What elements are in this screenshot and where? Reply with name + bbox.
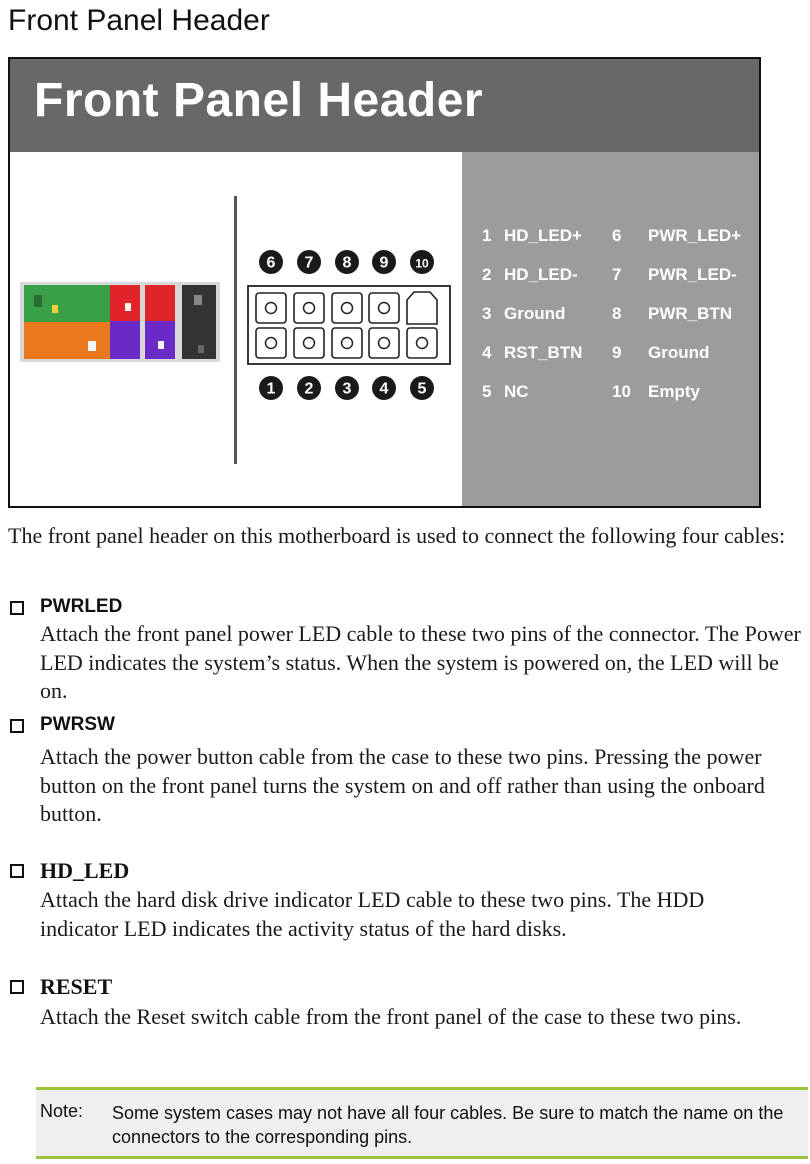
pin-hole — [266, 303, 277, 314]
pin-number: 10 — [612, 382, 631, 401]
pin-hole — [417, 338, 428, 349]
front-panel-figure — [8, 57, 761, 508]
pin-number: 4 — [482, 343, 492, 362]
section-text-pwrled: Attach the front panel power LED cable to these two pins of the connector. The Power LED indicates the system’s status. When the system is powered on, the LED will be on. — [40, 621, 801, 703]
pin-definition-table — [462, 152, 759, 506]
section-title-reset: RESET — [40, 974, 113, 999]
figure-divider — [234, 196, 237, 464]
section-title-hd-led: HD_LED — [40, 858, 130, 883]
pin-name: Empty — [648, 382, 700, 401]
pin-number: 8 — [612, 304, 622, 323]
pin-hole — [304, 338, 315, 349]
pin-hole — [379, 338, 390, 349]
pin-hole — [266, 338, 277, 349]
pin-number: 2 — [482, 265, 492, 284]
pin-hole — [342, 338, 353, 349]
pin-number-badge-label: 10 — [415, 256, 429, 271]
pin-name: HD_LED+ — [504, 226, 582, 245]
checkbox-bullet-icon — [10, 601, 24, 615]
pin-number-badge-label: 2 — [304, 380, 314, 398]
pin-hole — [379, 303, 390, 314]
pin-hole — [342, 303, 353, 314]
pin-number-badge-label: 6 — [266, 254, 276, 272]
page-title: Front Panel Header — [8, 4, 270, 37]
pin-name: PWR_BTN — [648, 304, 733, 323]
figure-header-title: Front Panel Header — [34, 74, 484, 127]
checkbox-bullet-icon — [10, 980, 24, 994]
pin-hole — [304, 303, 315, 314]
section-text-hd-led: Attach the hard disk drive indicator LED cable to these two pins. The HDD indicator LED indicates the activity status of the hard disks. — [40, 887, 705, 941]
checkbox-bullet-icon — [10, 864, 24, 878]
note-box — [36, 1087, 808, 1159]
pin-name: HD_LED- — [504, 265, 578, 284]
pin-name: RST_BTN — [504, 343, 583, 362]
note-text: Some system cases may not have all four cables. Be sure to match the name on the connectors to the corresponding pins. — [112, 1103, 784, 1147]
pin-name: Ground — [648, 343, 710, 362]
section-title-pwrled: PWRLED — [40, 596, 123, 617]
pin-number-badge-label: 9 — [379, 254, 389, 272]
pin-slot-empty — [407, 292, 437, 324]
note-label: Note: — [40, 1101, 84, 1121]
intro-paragraph: The front panel header on this motherboard is used to connect the following four cables: — [8, 523, 786, 548]
pin-name: NC — [504, 382, 529, 401]
pin-number-badge-label: 5 — [417, 380, 427, 398]
checkbox-bullet-icon — [10, 719, 24, 733]
cable-connector-image — [20, 282, 220, 362]
pin-number: 6 — [612, 226, 622, 245]
pin-number-badge-label: 7 — [304, 254, 314, 272]
pin-number: 1 — [482, 226, 492, 245]
pin-number: 5 — [482, 382, 492, 401]
pin-number: 3 — [482, 304, 492, 323]
pin-name: Ground — [504, 304, 566, 323]
section-text-pwrsw: Attach the power button cable from the case to these two pins. Pressing the power button on the front panel turns the system on and off rather than using the onboard button. — [40, 744, 765, 826]
pin-number-badge-label: 4 — [379, 380, 389, 398]
pin-number-badge-label: 1 — [266, 380, 276, 398]
section-text-reset: Attach the Reset switch cable from the front panel of the case to these two pins. — [40, 1004, 742, 1029]
pin-number-badge-label: 3 — [342, 380, 352, 398]
pin-name: PWR_LED+ — [648, 226, 742, 245]
pin-number: 9 — [612, 343, 622, 362]
pin-name: PWR_LED- — [648, 265, 737, 284]
pin-number: 7 — [612, 265, 622, 284]
section-title-pwrsw: PWRSW — [40, 714, 115, 735]
pin-number-badge-label: 8 — [342, 254, 352, 272]
